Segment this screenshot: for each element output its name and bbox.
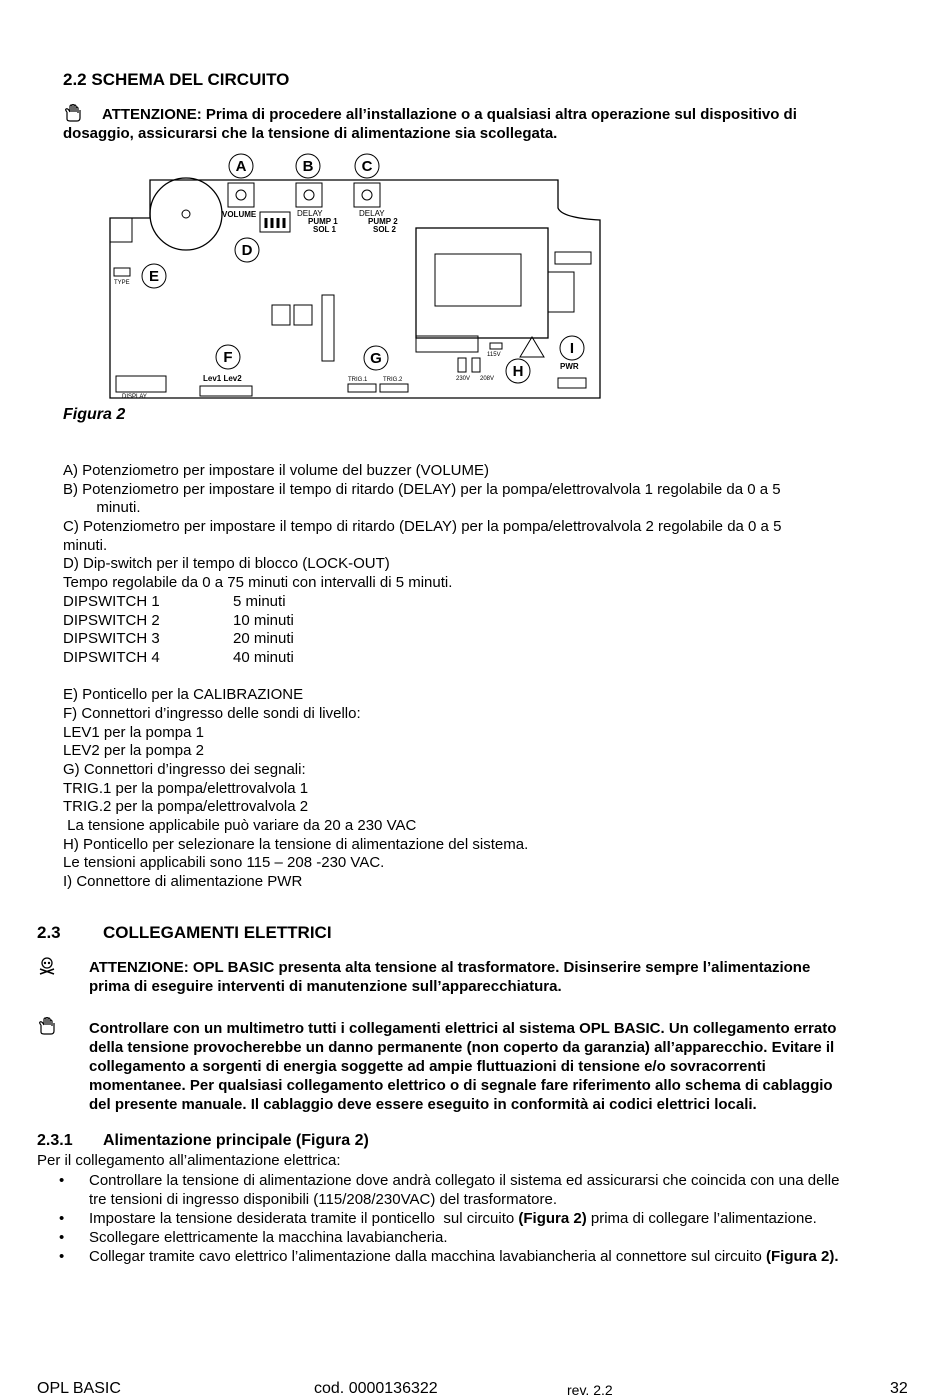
label-230v: 230V	[456, 376, 471, 382]
dip-name: DIPSWITCH 2	[63, 611, 160, 629]
list-item: Le tensioni applicabili sono 115 – 208 -230 VAC.	[63, 854, 385, 872]
list-item: A) Potenziometro per impostare il volume del buzzer (VOLUME)	[63, 462, 489, 479]
potentiometer-delay-2	[354, 183, 380, 207]
list-item	[37, 1209, 839, 1228]
dip-name: DIPSWITCH 1	[63, 592, 160, 610]
warning-line: del presente manuale. Il cablaggio deve essere eseguito in conformità ai codici elettrici locali.	[89, 1096, 757, 1113]
section-title: COLLEGAMENTI ELETTRICI	[103, 923, 332, 942]
bullet-text: tre tensioni di ingresso disponibili (115/208/230VAC) del trasformatore.	[89, 1191, 558, 1208]
page-number: 32	[890, 1380, 908, 1397]
pwr-connector	[558, 378, 586, 388]
marker-h: H	[512, 363, 524, 380]
warning-line: Controllare con un multimetro tutti i collegamenti elettrici al sistema OPL BASIC. Un collegamento errato	[89, 1020, 837, 1037]
warning-line: prima di eseguire interventi di manutenzione sull’apparecchiatura.	[89, 978, 562, 995]
bullet-bold: (Figura 2)	[518, 1210, 587, 1227]
bullet-bold: (Figura 2).	[766, 1248, 839, 1265]
list-item: F) Connettori d’ingresso delle sondi di livello:	[63, 704, 361, 722]
dip-row	[63, 612, 781, 631]
warning-line: ATTENZIONE: Prima di procedere all’installazione o a qualsiasi altra operazione sul dispositivo di	[102, 106, 797, 123]
type-jumper	[114, 268, 130, 276]
skull-icon	[38, 957, 56, 980]
list-item: minuti.	[63, 499, 141, 517]
list-item: LEV1 per la pompa 1	[63, 723, 204, 741]
footer-rev: rev. 2.2	[567, 1382, 613, 1398]
list-item: Tempo regolabile da 0 a 75 minuti con intervalli di 5 minuti.	[63, 574, 453, 592]
footer-product: OPL BASIC	[37, 1380, 121, 1397]
list-item: LEV2 per la pompa 2	[63, 742, 204, 760]
bullet-text: Impostare la tensione desiderata tramite il ponticello sul circuito	[89, 1210, 519, 1227]
bullet-text: Collegar tramite cavo elettrico l’alimentazione dalla macchina lavabiancheria al connettore sul circuito	[89, 1248, 767, 1265]
label-display: DISPLAY	[122, 394, 147, 400]
list-item: E) Ponticello per la CALIBRAZIONE	[63, 686, 304, 704]
bullet-text: prima di collegare l’alimentazione.	[586, 1210, 817, 1227]
warning-block	[89, 958, 810, 996]
warning-line: dosaggio, assicurarsi che la tensione di alimentazione sia scollegata.	[63, 125, 558, 142]
list-item: I) Connettore di alimentazione PWR	[63, 873, 303, 891]
label-pump-2: PUMP 2	[368, 217, 398, 226]
label-pump-1: PUMP 1	[308, 217, 338, 226]
label-115v: 115V	[487, 352, 501, 358]
bullet-text: Scollegare elettricamente la macchina lavabiancheria.	[89, 1229, 448, 1246]
label-type: TYPE	[114, 280, 130, 286]
list-item: D) Dip-switch per il tempo di blocco (LOCK-OUT)	[63, 555, 390, 573]
dip-row	[63, 649, 781, 668]
list-item: G) Connettori d’ingresso dei segnali:	[63, 761, 306, 778]
marker-d: D	[241, 242, 253, 259]
bullet-list	[37, 1171, 839, 1266]
list-item: H) Ponticello per selezionare la tensione di alimentazione del sistema.	[63, 835, 529, 853]
list-item: minuti.	[63, 536, 108, 554]
subsection-title: Alimentazione principale (Figura 2)	[103, 1132, 369, 1149]
figure-caption: Figura 2	[63, 406, 126, 423]
footer-code: cod. 0000136322	[314, 1380, 438, 1397]
label-trig-2: TRIG.2	[383, 377, 403, 383]
potentiometer-volume	[228, 183, 254, 207]
warning-line: collegamento a sorgenti di energia soggette ad ampie fluttuazioni di tensione e/o sovracorrenti	[89, 1058, 766, 1075]
dip-value: 40 minuti	[233, 648, 294, 666]
label-pwr: PWR	[560, 362, 579, 371]
marker-f: F	[223, 349, 233, 366]
label-trig-1: TRIG.1	[348, 377, 368, 383]
marker-b: B	[302, 158, 314, 175]
dip-name: DIPSWITCH 3	[63, 630, 160, 648]
buzzer	[150, 178, 222, 250]
marker-g: G	[370, 350, 382, 367]
list-item	[37, 1171, 839, 1209]
dip-row	[63, 593, 781, 612]
section-title: 2.2 SCHEMA DEL CIRCUITO	[63, 70, 290, 89]
list-item: La tensione applicabile può variare da 20 a 230 VAC	[63, 817, 417, 835]
list-item: C) Potenziometro per impostare il tempo di ritardo (DELAY) per la pompa/elettrovalvola 2 regolabile da 0 a 5	[63, 518, 782, 536]
list-item: B) Potenziometro per impostare il tempo di ritardo (DELAY) per la pompa/elettrovalvola 1 regolabile da 0 a 5	[63, 480, 781, 498]
list-item	[37, 1247, 839, 1266]
label-lev: Lev1 Lev2	[203, 374, 242, 383]
marker-c: C	[361, 158, 373, 175]
label-sol-2: SOL 2	[373, 225, 396, 234]
dip-value: 10 minuti	[233, 611, 294, 629]
label-delay-2: DELAY	[359, 209, 385, 218]
warning-line: della tensione provocherebbe un danno permanente (non coperto da garanzia) all’apparecchio. Evitare il	[89, 1039, 835, 1056]
list-item: TRIG.2 per la pompa/elettrovalvola 2	[63, 798, 309, 816]
intro-text: Per il collegamento all’alimentazione elettrica:	[37, 1152, 341, 1169]
circuit-diagram	[100, 150, 610, 402]
marker-e: E	[148, 268, 160, 285]
bullet-text: Controllare la tensione di alimentazione dove andrà collegato il sistema ed assicurarsi che coincida con una delle	[89, 1172, 840, 1189]
legend-list	[63, 462, 781, 892]
dip-value: 5 minuti	[233, 592, 286, 610]
marker-i: I	[569, 340, 575, 357]
hand-icon	[38, 1017, 58, 1040]
dip-value: 20 minuti	[233, 630, 294, 648]
warning-block	[89, 1019, 836, 1114]
transformer	[416, 228, 548, 338]
warning-block	[63, 105, 797, 143]
subsection-number: 2.3.1	[37, 1132, 73, 1149]
label-delay-1: DELAY	[297, 209, 323, 218]
label-sol-1: SOL 1	[313, 225, 336, 234]
display-connector	[116, 376, 166, 392]
dip-row	[63, 630, 781, 649]
potentiometer-delay-1	[296, 183, 322, 207]
warning-line: momentanee. Per qualsiasi collegamento elettrico o di segnale fare riferimento allo schema di cablaggio	[89, 1077, 833, 1094]
label-volume: VOLUME	[222, 210, 257, 219]
list-item	[37, 1228, 839, 1247]
list-item: TRIG.1 per la pompa/elettrovalvola 1	[63, 779, 309, 797]
warning-line: ATTENZIONE: OPL BASIC presenta alta tensione al trasformatore. Disinserire sempre l’alimentazione	[89, 959, 811, 976]
section-number: 2.3	[37, 923, 61, 942]
dip-name: DIPSWITCH 4	[63, 648, 160, 666]
marker-a: A	[235, 158, 247, 175]
label-208v: 208V	[480, 376, 495, 382]
